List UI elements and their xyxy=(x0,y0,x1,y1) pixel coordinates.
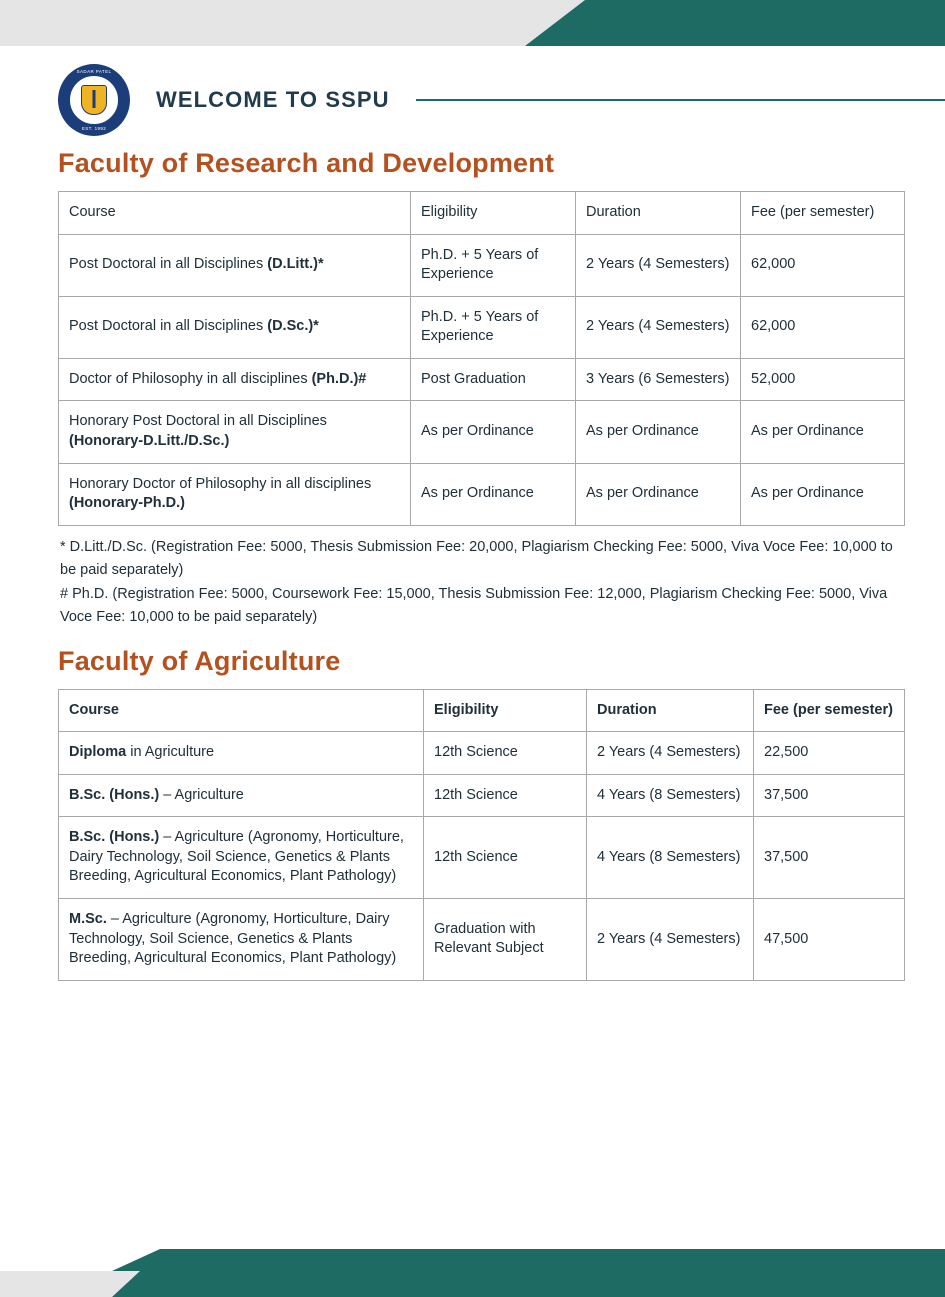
footer-teal-band xyxy=(0,1249,945,1297)
table-header-row xyxy=(59,192,905,235)
course-code: M.Sc. xyxy=(69,910,107,927)
logo-shield-icon xyxy=(81,85,107,115)
course-name: Honorary Post Doctoral in all Disciplines xyxy=(69,413,327,430)
cell-duration: 2 Years (4 Semesters) xyxy=(587,898,754,980)
course-name: in Agriculture xyxy=(126,744,215,761)
document-content xyxy=(58,142,904,987)
course-code: (Honorary-Ph.D.) xyxy=(69,495,185,512)
footer-decoration xyxy=(0,1231,945,1297)
footnote-phd: # Ph.D. (Registration Fee: 5000, Coursework Fee: 15,000, Thesis Submission Fee: 12,000, Plagiarism Checking Fee: 5000, Viva Voce Fee: 10,000 to be paid separately) xyxy=(60,585,888,626)
course-code: (Honorary-D.Litt./D.Sc.) xyxy=(69,432,230,449)
course-code: (D.Sc.)* xyxy=(267,318,319,335)
cell-course xyxy=(59,898,424,980)
cell-duration: As per Ordinance xyxy=(576,463,741,525)
table-row xyxy=(59,401,905,463)
column-header-eligibility: Eligibility xyxy=(424,689,587,732)
cell-eligibility: Post Graduation xyxy=(411,358,576,401)
table-row xyxy=(59,774,905,817)
course-name: – Agriculture xyxy=(159,786,244,803)
cell-eligibility: Ph.D. + 5 Years of Experience xyxy=(411,234,576,296)
cell-duration: 4 Years (8 Semesters) xyxy=(587,817,754,899)
table-row xyxy=(59,732,905,775)
cell-course xyxy=(59,401,411,463)
cell-fee: 52,000 xyxy=(741,358,905,401)
cell-course xyxy=(59,234,411,296)
cell-fee: As per Ordinance xyxy=(741,463,905,525)
course-code: B.Sc. (Hons.) xyxy=(69,786,160,803)
column-header-duration: Duration xyxy=(587,689,754,732)
course-name: – Agriculture (Agronomy, Horticulture, Dairy Technology, Soil Science, Genetics & Plants Breeding, Agricultural Economics, Plant Pathology) xyxy=(69,910,397,967)
course-code: Diploma xyxy=(69,744,127,761)
header-decoration xyxy=(0,0,945,46)
course-name: – Agriculture (Agronomy, Horticulture, Dairy Technology, Soil Science, Genetics & Plants Breeding, Agricultural Economics, Plant Pathology) xyxy=(69,829,404,885)
column-header-duration: Duration xyxy=(576,192,741,235)
cell-eligibility: Graduation with Relevant Subject xyxy=(424,898,587,980)
cell-duration: 2 Years (4 Semesters) xyxy=(576,296,741,358)
cell-eligibility: Ph.D. + 5 Years of Experience xyxy=(411,296,576,358)
cell-fee: 37,500 xyxy=(754,817,905,899)
header-divider-line xyxy=(416,99,945,101)
section-title-agriculture: Faculty of Agriculture xyxy=(58,645,341,676)
cell-course xyxy=(59,463,411,525)
agriculture-fee-table xyxy=(58,689,905,981)
welcome-heading: WELCOME TO SSPU xyxy=(156,87,390,112)
table-row xyxy=(59,358,905,401)
cell-eligibility: As per Ordinance xyxy=(411,401,576,463)
logo-bottom-text: EST. 1992 xyxy=(81,126,107,131)
cell-duration: 2 Years (4 Semesters) xyxy=(587,732,754,775)
cell-course xyxy=(59,296,411,358)
column-header-course: Course xyxy=(59,192,411,235)
course-code: B.Sc. (Hons.) xyxy=(69,829,160,846)
research-fee-table xyxy=(58,191,905,526)
cell-fee: 37,500 xyxy=(754,774,905,817)
cell-course xyxy=(59,358,411,401)
university-logo xyxy=(58,64,130,136)
section-title-research: Faculty of Research and Development xyxy=(58,148,555,178)
cell-eligibility: 12th Science xyxy=(424,817,587,899)
cell-duration: 4 Years (8 Semesters) xyxy=(587,774,754,817)
logo-top-text: SADAR PATEL xyxy=(76,69,112,74)
column-header-fee: Fee (per semester) xyxy=(741,192,905,235)
cell-fee: 22,500 xyxy=(754,732,905,775)
column-header-course: Course xyxy=(59,689,424,732)
cell-duration: 2 Years (4 Semesters) xyxy=(576,234,741,296)
logo-inner-circle xyxy=(68,74,120,126)
table-row xyxy=(59,817,905,899)
course-code: (D.Litt.)* xyxy=(267,256,324,273)
course-name: Honorary Doctor of Philosophy in all disciplines xyxy=(69,475,372,492)
brand-row xyxy=(0,62,945,138)
cell-course xyxy=(59,774,424,817)
cell-fee: 62,000 xyxy=(741,296,905,358)
column-header-eligibility: Eligibility xyxy=(411,192,576,235)
cell-eligibility: 12th Science xyxy=(424,774,587,817)
cell-fee: 62,000 xyxy=(741,234,905,296)
cell-duration: 3 Years (6 Semesters) xyxy=(576,358,741,401)
research-footnotes xyxy=(60,536,904,630)
cell-course xyxy=(59,817,424,899)
course-name: Post Doctoral in all Disciplines xyxy=(69,318,268,335)
header-grey-band xyxy=(0,0,625,46)
header-teal-band xyxy=(525,0,945,46)
cell-fee: 47,500 xyxy=(754,898,905,980)
course-code: (Ph.D.)# xyxy=(311,370,367,387)
cell-eligibility: As per Ordinance xyxy=(411,463,576,525)
course-name: Post Doctoral in all Disciplines xyxy=(69,256,268,273)
column-header-fee: Fee (per semester) xyxy=(754,689,905,732)
table-header-row xyxy=(59,689,905,732)
footnote-dlitt: * D.Litt./D.Sc. (Registration Fee: 5000, Thesis Submission Fee: 20,000, Plagiarism Checking Fee: 5000, Viva Voce Fee: 10,000 to be paid separately) xyxy=(60,538,893,579)
cell-eligibility: 12th Science xyxy=(424,732,587,775)
cell-duration: As per Ordinance xyxy=(576,401,741,463)
table-row xyxy=(59,234,905,296)
table-row xyxy=(59,296,905,358)
table-row xyxy=(59,898,905,980)
cell-course xyxy=(59,732,424,775)
course-name: Doctor of Philosophy in all disciplines xyxy=(69,370,312,387)
table-row xyxy=(59,463,905,525)
cell-fee: As per Ordinance xyxy=(741,401,905,463)
